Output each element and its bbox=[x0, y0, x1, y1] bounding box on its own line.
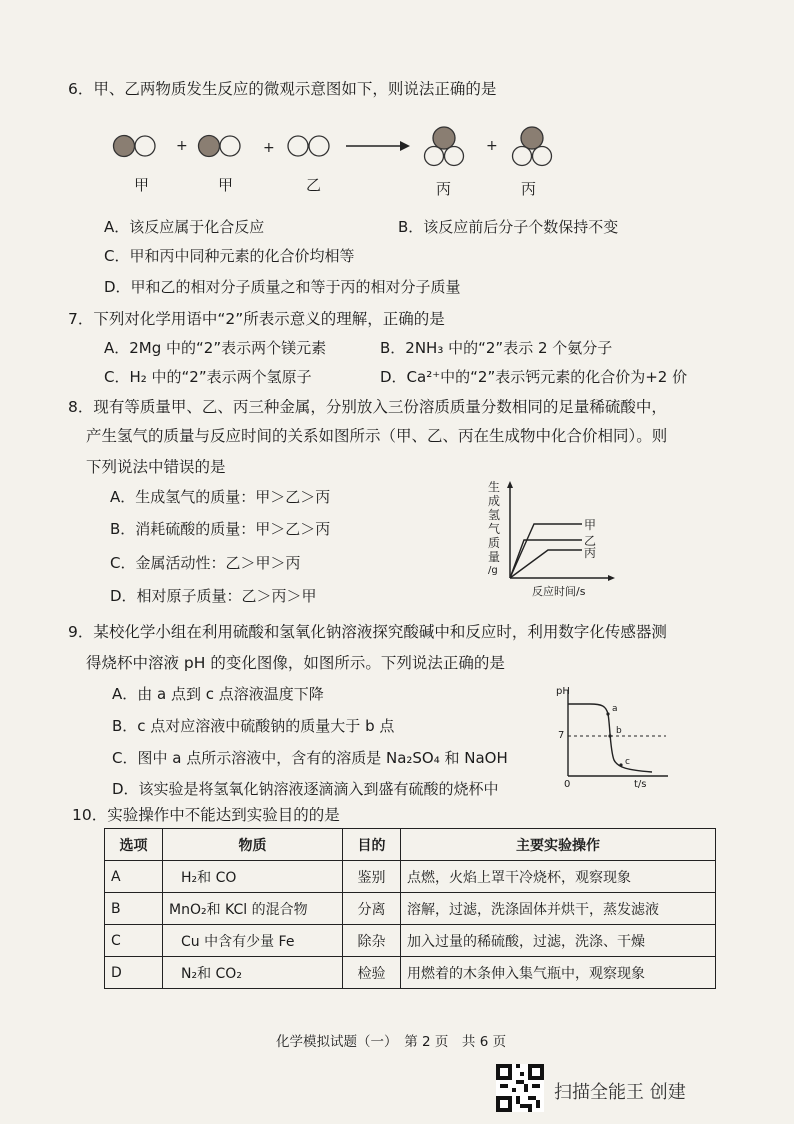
q8-series-yi bbox=[510, 540, 582, 578]
q8-chart bbox=[488, 480, 628, 600]
label-bing-2: 丙 bbox=[521, 180, 537, 198]
plus-sign-1: + bbox=[176, 138, 188, 154]
table-header-purpose: 目的 bbox=[343, 829, 401, 861]
q8-legend-jia: 甲 bbox=[584, 518, 597, 532]
table-cell: 除杂 bbox=[343, 925, 401, 957]
table-cell: MnO₂和 KCl 的混合物 bbox=[163, 893, 343, 925]
q9-stem-line-2: 得烧杯中溶液 pH 的变化图像，如图所示。下列说法正确的是 bbox=[86, 654, 505, 672]
table-cell: H₂和 CO bbox=[163, 861, 343, 893]
label-yi: 乙 bbox=[306, 176, 322, 194]
molecule-jia-1 bbox=[114, 136, 156, 157]
molecule-bing-2 bbox=[513, 127, 552, 166]
table-row bbox=[105, 957, 716, 989]
q6-stem: 6．甲、乙两物质发生反应的微观示意图如下，则说法正确的是 bbox=[68, 80, 497, 98]
table-cell: N₂和 CO₂ bbox=[163, 957, 343, 989]
table-cell: 用燃着的木条伸入集气瓶中，观察现象 bbox=[401, 957, 716, 989]
q9-option-c: C．图中 a 点所示溶液中，含有的溶质是 Na₂SO₄ 和 NaOH bbox=[112, 749, 508, 767]
reaction-arrow bbox=[346, 141, 410, 151]
q9-chart-origin: 0 bbox=[564, 779, 571, 790]
q8-stem-line-1: 8．现有等质量甲、乙、丙三种金属，分别放入三份溶质质量分数相同的足量稀硫酸中， bbox=[68, 398, 667, 416]
q9-ph-curve bbox=[568, 704, 652, 772]
table-cell: 溶解，过滤，洗涤固体并烘干，蒸发滤液 bbox=[401, 893, 716, 925]
q7-option-c: C．H₂ 中的“2”表示两个氢原子 bbox=[104, 368, 312, 386]
q6-option-c: C．甲和丙中同种元素的化合价均相等 bbox=[104, 247, 355, 265]
table-cell: B bbox=[105, 893, 163, 925]
table-row bbox=[105, 893, 716, 925]
table-cell: A bbox=[105, 861, 163, 893]
q8-chart-ylabel: 生 成 氢 气 质 量 /g bbox=[488, 480, 501, 576]
q9-chart-ylabel: pH bbox=[556, 686, 570, 697]
table-cell: C bbox=[105, 925, 163, 957]
q7-option-d: D．Ca²⁺中的“2”表示钙元素的化合价为+2 价 bbox=[380, 368, 688, 386]
scanner-watermark: 扫描全能王 创建 bbox=[554, 1082, 686, 1103]
q8-option-d: D．相对原子质量：乙＞丙＞甲 bbox=[110, 587, 317, 605]
table-header-operation: 主要实验操作 bbox=[401, 829, 716, 861]
label-jia-1: 甲 bbox=[134, 176, 150, 194]
page-footer: 化学模拟试题（一） 第 2 页 共 6 页 bbox=[276, 1034, 507, 1050]
q8-option-a: A．生成氢气的质量：甲＞乙＞丙 bbox=[110, 488, 331, 506]
q9-option-b: B．c 点对应溶液中硫酸钠的质量大于 b 点 bbox=[112, 717, 395, 735]
q10-stem: 10．实验操作中不能达到实验目的的是 bbox=[72, 806, 340, 824]
q7-stem: 7．下列对化学用语中“2”所表示意义的理解，正确的是 bbox=[68, 310, 445, 328]
q8-legend-yi: 乙 bbox=[584, 534, 597, 548]
molecule-bing-1 bbox=[425, 127, 464, 166]
molecule-jia-2 bbox=[199, 136, 241, 157]
table-cell: 鉴别 bbox=[343, 861, 401, 893]
q8-option-b: B．消耗硫酸的质量：甲＞乙＞丙 bbox=[110, 520, 331, 538]
label-jia-2: 甲 bbox=[218, 176, 234, 194]
q9-stem-line-1: 9．某校化学小组在利用硫酸和氢氧化钠溶液探究酸碱中和反应时，利用数字化传感器测 bbox=[68, 623, 667, 641]
table-cell: Cu 中含有少量 Fe bbox=[163, 925, 343, 957]
q9-chart-tick-7: 7 bbox=[558, 730, 565, 741]
q9-point-c: c bbox=[625, 757, 630, 767]
plus-sign-2: + bbox=[263, 140, 275, 156]
q9-option-d: D．该实验是将氢氧化钠溶液逐滴滴入到盛有硫酸的烧杯中 bbox=[112, 780, 499, 798]
table-header-row bbox=[105, 829, 716, 861]
q10-table bbox=[104, 828, 716, 989]
table-cell: D bbox=[105, 957, 163, 989]
table-cell: 加入过量的稀硫酸，过滤，洗涤、干燥 bbox=[401, 925, 716, 957]
q8-option-c: C．金属活动性：乙＞甲＞丙 bbox=[110, 554, 301, 572]
table-header-option: 选项 bbox=[105, 829, 163, 861]
molecule-yi bbox=[288, 136, 329, 156]
q8-legend-bing: 丙 bbox=[584, 546, 597, 560]
q6-option-d: D．甲和乙的相对分子质量之和等于丙的相对分子质量 bbox=[104, 278, 461, 296]
q9-point-b: b bbox=[616, 726, 622, 736]
table-cell: 点燃，火焰上罩干冷烧杯，观察现象 bbox=[401, 861, 716, 893]
table-row bbox=[105, 925, 716, 957]
table-cell: 分离 bbox=[343, 893, 401, 925]
q8-stem-line-2: 产生氢气的质量与反应时间的关系如图所示（甲、乙、丙在生成物中化合价相同）。则 bbox=[86, 427, 668, 445]
table-row bbox=[105, 861, 716, 893]
table-cell: 检验 bbox=[343, 957, 401, 989]
q8-chart-xlabel: 反应时间/s bbox=[532, 585, 586, 598]
q6-option-b: B．该反应前后分子个数保持不变 bbox=[398, 218, 619, 236]
q7-option-b: B．2NH₃ 中的“2”表示 2 个氨分子 bbox=[380, 339, 613, 357]
q8-stem-line-3: 下列说法中错误的是 bbox=[86, 458, 226, 476]
q6-reaction-diagram bbox=[100, 118, 580, 198]
q9-option-a: A．由 a 点到 c 点溶液温度下降 bbox=[112, 685, 324, 703]
q6-option-a: A．该反应属于化合反应 bbox=[104, 218, 265, 236]
q9-chart bbox=[548, 684, 678, 792]
q9-point-a: a bbox=[612, 704, 618, 714]
q9-chart-xlabel: t/s bbox=[634, 779, 647, 790]
plus-sign-3: + bbox=[486, 138, 498, 154]
qr-code-icon bbox=[496, 1064, 544, 1112]
label-bing-1: 丙 bbox=[436, 180, 452, 198]
q7-option-a: A．2Mg 中的“2”表示两个镁元素 bbox=[104, 339, 327, 357]
table-header-substance: 物质 bbox=[163, 829, 343, 861]
